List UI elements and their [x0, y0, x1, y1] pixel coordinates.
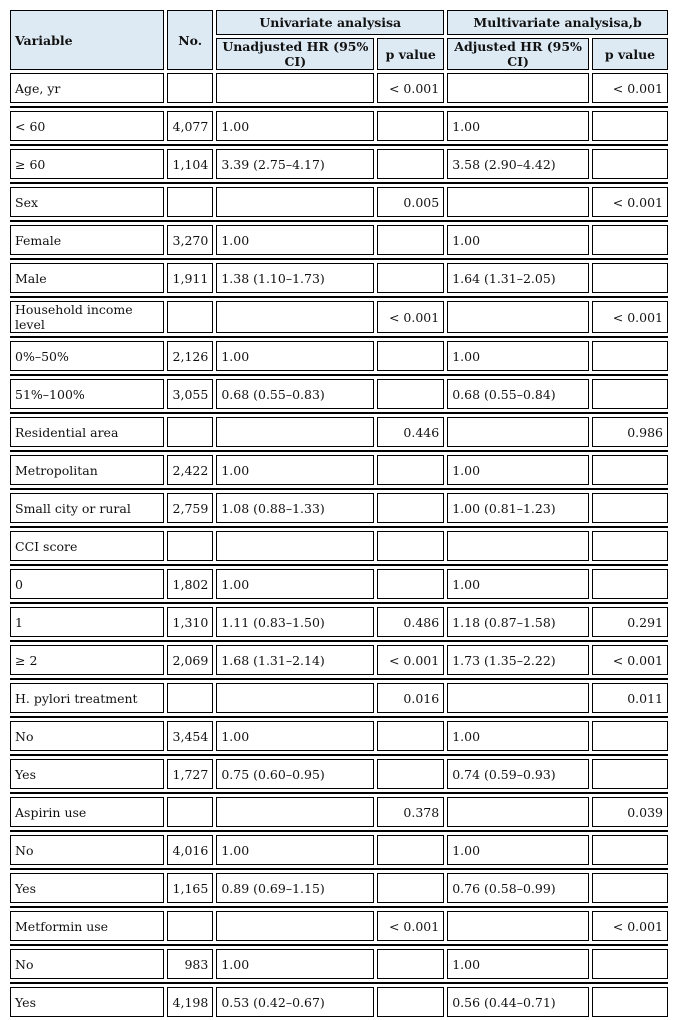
table-row: [10, 455, 668, 485]
cell-p-value-multivariate: 0.011: [592, 683, 668, 713]
cell-variable: No: [10, 721, 164, 751]
cell-p-value-univariate: 0.486: [377, 607, 444, 637]
cell-count: 1,727: [167, 759, 213, 789]
cell-variable: Aspirin use: [10, 797, 164, 827]
cell-count: 983: [167, 949, 213, 979]
cell-unadjusted-hr: 1.00: [216, 721, 374, 751]
cell-count: 1,165: [167, 873, 213, 903]
cell-adjusted-hr: [447, 417, 589, 447]
row-separator: [10, 640, 668, 642]
cell-unadjusted-hr: [216, 417, 374, 447]
cell-adjusted-hr: 1.00: [447, 949, 589, 979]
table-row: [10, 949, 668, 979]
cell-count: [167, 187, 213, 217]
cell-p-value-multivariate: [592, 111, 668, 141]
cell-variable: CCI score: [10, 531, 164, 561]
cell-unadjusted-hr: 1.00: [216, 949, 374, 979]
row-separator: [10, 564, 668, 566]
row-separator: [10, 296, 668, 298]
cell-count: 4,016: [167, 835, 213, 865]
table-row: [10, 721, 668, 751]
row-separator: [10, 374, 668, 376]
cell-variable: Sex: [10, 187, 164, 217]
cell-adjusted-hr: 1.00: [447, 455, 589, 485]
cell-unadjusted-hr: [216, 531, 374, 561]
row-separator-line: [10, 220, 668, 222]
cell-p-value-multivariate: [592, 379, 668, 409]
table-row: [10, 379, 668, 409]
cell-count: 1,310: [167, 607, 213, 637]
row-separator: [10, 220, 668, 222]
row-separator-line: [10, 754, 668, 756]
cell-p-value-univariate: < 0.001: [377, 645, 444, 675]
cell-p-value-univariate: [377, 379, 444, 409]
cell-variable: H. pylori treatment: [10, 683, 164, 713]
cell-unadjusted-hr: 1.68 (1.31–2.14): [216, 645, 374, 675]
header-no: No.: [167, 10, 213, 70]
row-separator: [10, 792, 668, 794]
cell-adjusted-hr: 1.73 (1.35–2.22): [447, 645, 589, 675]
cell-variable: ≥ 2: [10, 645, 164, 675]
cell-p-value-univariate: [377, 493, 444, 523]
cell-adjusted-hr: [447, 531, 589, 561]
cell-unadjusted-hr: 1.11 (0.83–1.50): [216, 607, 374, 637]
cell-count: [167, 683, 213, 713]
cell-p-value-multivariate: [592, 455, 668, 485]
row-separator: [10, 450, 668, 452]
table-row: [10, 225, 668, 255]
row-separator: [10, 182, 668, 184]
cell-p-value-multivariate: [592, 341, 668, 371]
row-separator: [10, 526, 668, 528]
row-separator-line: [10, 412, 668, 414]
cell-count: [167, 797, 213, 827]
cell-variable: Yes: [10, 759, 164, 789]
cell-count: [167, 73, 213, 103]
cell-adjusted-hr: 1.00 (0.81–1.23): [447, 493, 589, 523]
table-row: [10, 301, 668, 333]
cell-variable: < 60: [10, 111, 164, 141]
cell-p-value-univariate: [377, 949, 444, 979]
cell-count: [167, 417, 213, 447]
cell-count: 2,069: [167, 645, 213, 675]
header-multivariate: Multivariate analysisa,b: [447, 10, 668, 35]
row-separator: [10, 106, 668, 108]
row-separator-line: [10, 944, 668, 946]
row-separator-line: [10, 258, 668, 260]
table-row: [10, 493, 668, 523]
cell-adjusted-hr: 1.18 (0.87–1.58): [447, 607, 589, 637]
cell-unadjusted-hr: 1.00: [216, 341, 374, 371]
cell-adjusted-hr: 1.00: [447, 225, 589, 255]
cell-unadjusted-hr: 1.38 (1.10–1.73): [216, 263, 374, 293]
cell-count: 3,270: [167, 225, 213, 255]
cell-adjusted-hr: [447, 187, 589, 217]
cell-variable: Residential area: [10, 417, 164, 447]
table-row: [10, 797, 668, 827]
cell-variable: Age, yr: [10, 73, 164, 103]
cell-variable: Yes: [10, 873, 164, 903]
cell-variable: 51%–100%: [10, 379, 164, 409]
header-variable: Variable: [10, 10, 164, 70]
cell-p-value-multivariate: [592, 493, 668, 523]
cell-unadjusted-hr: 1.08 (0.88–1.33): [216, 493, 374, 523]
cell-variable: Small city or rural: [10, 493, 164, 523]
row-separator-line: [10, 450, 668, 452]
cell-variable: Female: [10, 225, 164, 255]
cell-adjusted-hr: [447, 797, 589, 827]
cell-unadjusted-hr: 0.75 (0.60–0.95): [216, 759, 374, 789]
table-row: [10, 607, 668, 637]
row-separator-line: [10, 982, 668, 984]
cell-p-value-univariate: [377, 263, 444, 293]
cell-p-value-univariate: [377, 987, 444, 1017]
cell-count: 4,198: [167, 987, 213, 1017]
cell-variable: Yes: [10, 987, 164, 1017]
table-row: [10, 111, 668, 141]
table-row: [10, 263, 668, 293]
cell-adjusted-hr: 1.00: [447, 835, 589, 865]
table-row: [10, 645, 668, 675]
cell-p-value-multivariate: [592, 835, 668, 865]
row-separator: [10, 678, 668, 680]
cell-unadjusted-hr: [216, 911, 374, 941]
row-separator: [10, 144, 668, 146]
cell-unadjusted-hr: 1.00: [216, 835, 374, 865]
header-p-value-univariate: p value: [377, 38, 444, 70]
cell-count: [167, 911, 213, 941]
cell-p-value-multivariate: 0.986: [592, 417, 668, 447]
cell-p-value-univariate: [377, 149, 444, 179]
cell-p-value-univariate: < 0.001: [377, 911, 444, 941]
cell-variable: Household income level: [10, 301, 164, 333]
hazard-ratio-table-container: [7, 7, 671, 1020]
row-separator: [10, 868, 668, 870]
row-separator-line: [10, 296, 668, 298]
cell-count: [167, 531, 213, 561]
cell-adjusted-hr: 0.76 (0.58–0.99): [447, 873, 589, 903]
hazard-ratio-table: [7, 7, 671, 1020]
cell-unadjusted-hr: 3.39 (2.75–4.17): [216, 149, 374, 179]
cell-unadjusted-hr: 0.68 (0.55–0.83): [216, 379, 374, 409]
cell-adjusted-hr: 0.74 (0.59–0.93): [447, 759, 589, 789]
cell-p-value-univariate: [377, 531, 444, 561]
cell-p-value-univariate: < 0.001: [377, 301, 444, 333]
cell-unadjusted-hr: [216, 187, 374, 217]
cell-count: 2,126: [167, 341, 213, 371]
cell-p-value-multivariate: [592, 263, 668, 293]
cell-adjusted-hr: [447, 911, 589, 941]
row-separator-line: [10, 906, 668, 908]
cell-count: 2,759: [167, 493, 213, 523]
cell-variable: Metformin use: [10, 911, 164, 941]
cell-p-value-univariate: 0.378: [377, 797, 444, 827]
row-separator-line: [10, 488, 668, 490]
cell-p-value-multivariate: [592, 873, 668, 903]
cell-adjusted-hr: [447, 683, 589, 713]
cell-variable: Metropolitan: [10, 455, 164, 485]
cell-unadjusted-hr: [216, 683, 374, 713]
cell-adjusted-hr: 1.00: [447, 569, 589, 599]
cell-p-value-multivariate: < 0.001: [592, 911, 668, 941]
cell-count: 4,077: [167, 111, 213, 141]
cell-unadjusted-hr: 1.00: [216, 569, 374, 599]
cell-variable: 1: [10, 607, 164, 637]
cell-p-value-multivariate: [592, 759, 668, 789]
cell-unadjusted-hr: 1.00: [216, 225, 374, 255]
cell-p-value-univariate: 0.005: [377, 187, 444, 217]
cell-adjusted-hr: 1.64 (1.31–2.05): [447, 263, 589, 293]
table-row: [10, 149, 668, 179]
row-separator-line: [10, 792, 668, 794]
row-separator: [10, 830, 668, 832]
row-separator: [10, 258, 668, 260]
header-unadjusted-hr: Unadjusted HR (95% CI): [216, 38, 374, 70]
cell-p-value-multivariate: [592, 225, 668, 255]
cell-adjusted-hr: 0.68 (0.55–0.84): [447, 379, 589, 409]
row-separator-line: [10, 830, 668, 832]
header-adjusted-hr: Adjusted HR (95% CI): [447, 38, 589, 70]
cell-p-value-multivariate: < 0.001: [592, 73, 668, 103]
row-separator: [10, 982, 668, 984]
cell-p-value-univariate: [377, 721, 444, 751]
cell-count: 1,802: [167, 569, 213, 599]
cell-count: [167, 301, 213, 333]
table-row: [10, 187, 668, 217]
table-row: [10, 73, 668, 103]
table-row: [10, 873, 668, 903]
cell-unadjusted-hr: 1.00: [216, 455, 374, 485]
row-separator: [10, 944, 668, 946]
cell-p-value-multivariate: < 0.001: [592, 645, 668, 675]
table-row: [10, 987, 668, 1017]
cell-p-value-univariate: 0.016: [377, 683, 444, 713]
table-row: [10, 759, 668, 789]
cell-adjusted-hr: 1.00: [447, 721, 589, 751]
cell-adjusted-hr: [447, 73, 589, 103]
cell-adjusted-hr: 1.00: [447, 341, 589, 371]
cell-p-value-multivariate: [592, 949, 668, 979]
table-row: [10, 835, 668, 865]
cell-adjusted-hr: 0.56 (0.44–0.71): [447, 987, 589, 1017]
cell-variable: Male: [10, 263, 164, 293]
cell-count: 2,422: [167, 455, 213, 485]
cell-p-value-univariate: [377, 759, 444, 789]
header-univariate: Univariate analysisa: [216, 10, 444, 35]
row-separator-line: [10, 678, 668, 680]
cell-p-value-univariate: 0.446: [377, 417, 444, 447]
row-separator-line: [10, 106, 668, 108]
cell-p-value-multivariate: [592, 987, 668, 1017]
cell-count: 1,104: [167, 149, 213, 179]
cell-p-value-univariate: [377, 111, 444, 141]
cell-p-value-univariate: [377, 835, 444, 865]
table-row: [10, 911, 668, 941]
cell-variable: 0%–50%: [10, 341, 164, 371]
table-body: [10, 73, 668, 1017]
cell-unadjusted-hr: 0.89 (0.69–1.15): [216, 873, 374, 903]
cell-variable: 0: [10, 569, 164, 599]
row-separator-line: [10, 144, 668, 146]
row-separator: [10, 602, 668, 604]
header-p-value-multivariate: p value: [592, 38, 668, 70]
cell-p-value-univariate: [377, 341, 444, 371]
table-header: [10, 10, 668, 70]
row-separator-line: [10, 336, 668, 338]
cell-adjusted-hr: 1.00: [447, 111, 589, 141]
row-separator-line: [10, 182, 668, 184]
cell-p-value-univariate: [377, 225, 444, 255]
row-separator-line: [10, 716, 668, 718]
table-row: [10, 531, 668, 561]
cell-p-value-multivariate: [592, 721, 668, 751]
cell-count: 1,911: [167, 263, 213, 293]
cell-p-value-multivariate: < 0.001: [592, 301, 668, 333]
row-separator-line: [10, 868, 668, 870]
cell-p-value-multivariate: [592, 531, 668, 561]
cell-unadjusted-hr: [216, 73, 374, 103]
cell-unadjusted-hr: 0.53 (0.42–0.67): [216, 987, 374, 1017]
cell-unadjusted-hr: [216, 797, 374, 827]
cell-p-value-multivariate: [592, 569, 668, 599]
cell-p-value-multivariate: 0.039: [592, 797, 668, 827]
cell-unadjusted-hr: 1.00: [216, 111, 374, 141]
row-separator-line: [10, 526, 668, 528]
cell-count: 3,055: [167, 379, 213, 409]
row-separator: [10, 716, 668, 718]
cell-unadjusted-hr: [216, 301, 374, 333]
cell-variable: No: [10, 949, 164, 979]
row-separator: [10, 488, 668, 490]
cell-p-value-multivariate: < 0.001: [592, 187, 668, 217]
cell-variable: ≥ 60: [10, 149, 164, 179]
cell-count: 3,454: [167, 721, 213, 751]
row-separator-line: [10, 564, 668, 566]
row-separator: [10, 754, 668, 756]
cell-adjusted-hr: 3.58 (2.90–4.42): [447, 149, 589, 179]
row-separator-line: [10, 374, 668, 376]
cell-p-value-univariate: [377, 873, 444, 903]
cell-p-value-univariate: < 0.001: [377, 73, 444, 103]
row-separator-line: [10, 602, 668, 604]
table-row: [10, 683, 668, 713]
cell-p-value-multivariate: 0.291: [592, 607, 668, 637]
cell-variable: No: [10, 835, 164, 865]
cell-p-value-univariate: [377, 569, 444, 599]
cell-p-value-multivariate: [592, 149, 668, 179]
table-row: [10, 569, 668, 599]
table-row: [10, 341, 668, 371]
row-separator: [10, 906, 668, 908]
cell-adjusted-hr: [447, 301, 589, 333]
table-row: [10, 417, 668, 447]
row-separator: [10, 336, 668, 338]
row-separator-line: [10, 640, 668, 642]
cell-p-value-univariate: [377, 455, 444, 485]
row-separator: [10, 412, 668, 414]
